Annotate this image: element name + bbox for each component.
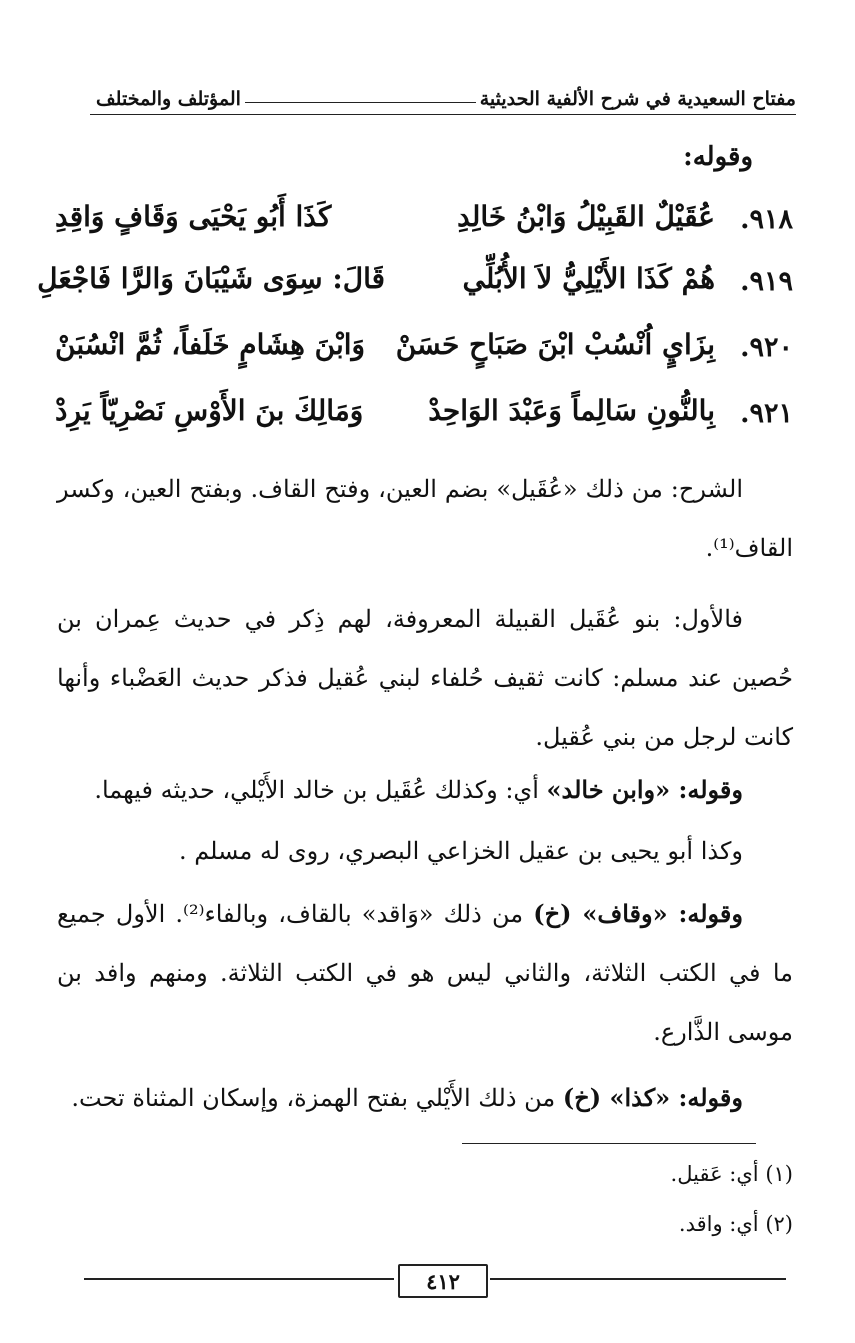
verse-number: ٩١٩. xyxy=(740,266,793,297)
footer-rule-right xyxy=(490,1278,786,1280)
verse-line xyxy=(37,258,793,314)
paragraph-text xyxy=(57,760,793,820)
paragraph-body: من ذلك «وَاقد» بالقاف، وبالفاء⁽²⁾. الأول جميع ما في الكتب الثلاثة، والثاني ليس هو في الكتب الثلاثة. ومنهم وافد بن موسى الذَّارع. xyxy=(57,900,793,1046)
quoted-lead: وقوله: «وابن خالد» xyxy=(546,775,743,804)
commentary-paragraph xyxy=(57,760,793,820)
verse-line xyxy=(55,324,793,380)
verse-second-hemistich: وَابْنَ هِشَامٍ خَلَفاً، ثُمَّ انْسُبَنْ xyxy=(55,328,366,361)
paragraph-text xyxy=(57,884,793,1062)
verse-second-hemistich: كَذَا أَبُو يَحْيَى وَقَافٍ وَاقِدِ xyxy=(55,200,332,233)
quoted-lead: وقوله: «كذا» (خ) xyxy=(562,1083,743,1112)
commentary-paragraph xyxy=(57,884,793,1062)
footnote: (٢) أي: واقد. xyxy=(678,1212,793,1236)
footnote-divider xyxy=(462,1143,756,1144)
paragraph-body: من ذلك الأَيْلي بفتح الهمزة، وإسكان المثناة تحت. xyxy=(71,1084,563,1112)
header-rule xyxy=(90,114,796,115)
quoted-lead: وقوله: «وقاف» (خ) xyxy=(533,899,743,928)
commentary-paragraph xyxy=(57,822,793,881)
commentary-paragraph xyxy=(57,460,793,578)
verse-first-hemistich: عُقَيْلٌ القَبِيْلُ وَابْنُ خَالِدِ xyxy=(457,200,715,233)
verse-number: ٩١٨. xyxy=(740,204,793,235)
paragraph-text: وكذا أبو يحيى بن عقيل الخزاعي البصري، روى له مسلم . xyxy=(178,837,743,865)
verse-line xyxy=(55,196,793,252)
verse-number: ٩٢٠. xyxy=(740,332,793,363)
running-header xyxy=(96,80,796,110)
footnote: (١) أي: عَقيل. xyxy=(670,1162,793,1186)
verse-number: ٩٢١. xyxy=(740,398,793,429)
page-number: ٤١٢ xyxy=(398,1264,488,1298)
section-title: المؤتلف والمختلف xyxy=(96,88,241,110)
paragraph-text xyxy=(57,1068,793,1128)
paragraph-text: فالأول: بنو عُقَيل القبيلة المعروفة، لهم ذِكر في حديث عِمران بن حُصين عند مسلم: كانت ثقيف حُلفاء لبني عُقيل فذكر حديث العَضْباء وأنها كانت لرجل من بني عُقيل. xyxy=(57,605,793,751)
verse-first-hemistich: هُمْ كَذَا الأَيْلِيُّ لاَ الأُبُلِّي xyxy=(462,262,715,295)
verse-line xyxy=(55,390,793,446)
book-title: مفتاح السعيدية في شرح الألفية الحديثية xyxy=(479,88,796,110)
verse-second-hemistich: وَمَالِكَ بنَ الأَوْسِ نَصْرِيّاً يَرِدْ xyxy=(55,394,364,427)
commentary-paragraph xyxy=(57,590,793,767)
footer-rule-left xyxy=(84,1278,394,1280)
verse-first-hemistich: بِزَايٍ اُنْسُبْ ابْنَ صَبَاحٍ حَسَنْ xyxy=(395,328,715,361)
intro-label: وقوله: xyxy=(683,142,753,172)
paragraph-text: الشرح: من ذلك «عُقَيل» بضم العين، وفتح القاف. وبفتح العين، وكسر القاف⁽¹⁾. xyxy=(57,475,793,562)
header-dash xyxy=(245,102,476,103)
verse-first-hemistich: بِالنُّونِ سَالِماً وَعَبْدَ الوَاحِدْ xyxy=(428,394,715,427)
paragraph-body: أي: وكذلك عُقَيل بن خالد الأَيْلي، حديثه فيهما. xyxy=(94,776,547,804)
verse-second-hemistich: قَالَ: سِوَى شَيْبَانَ وَالرَّا فَاجْعَلِ xyxy=(37,262,385,295)
commentary-paragraph xyxy=(57,1068,793,1128)
